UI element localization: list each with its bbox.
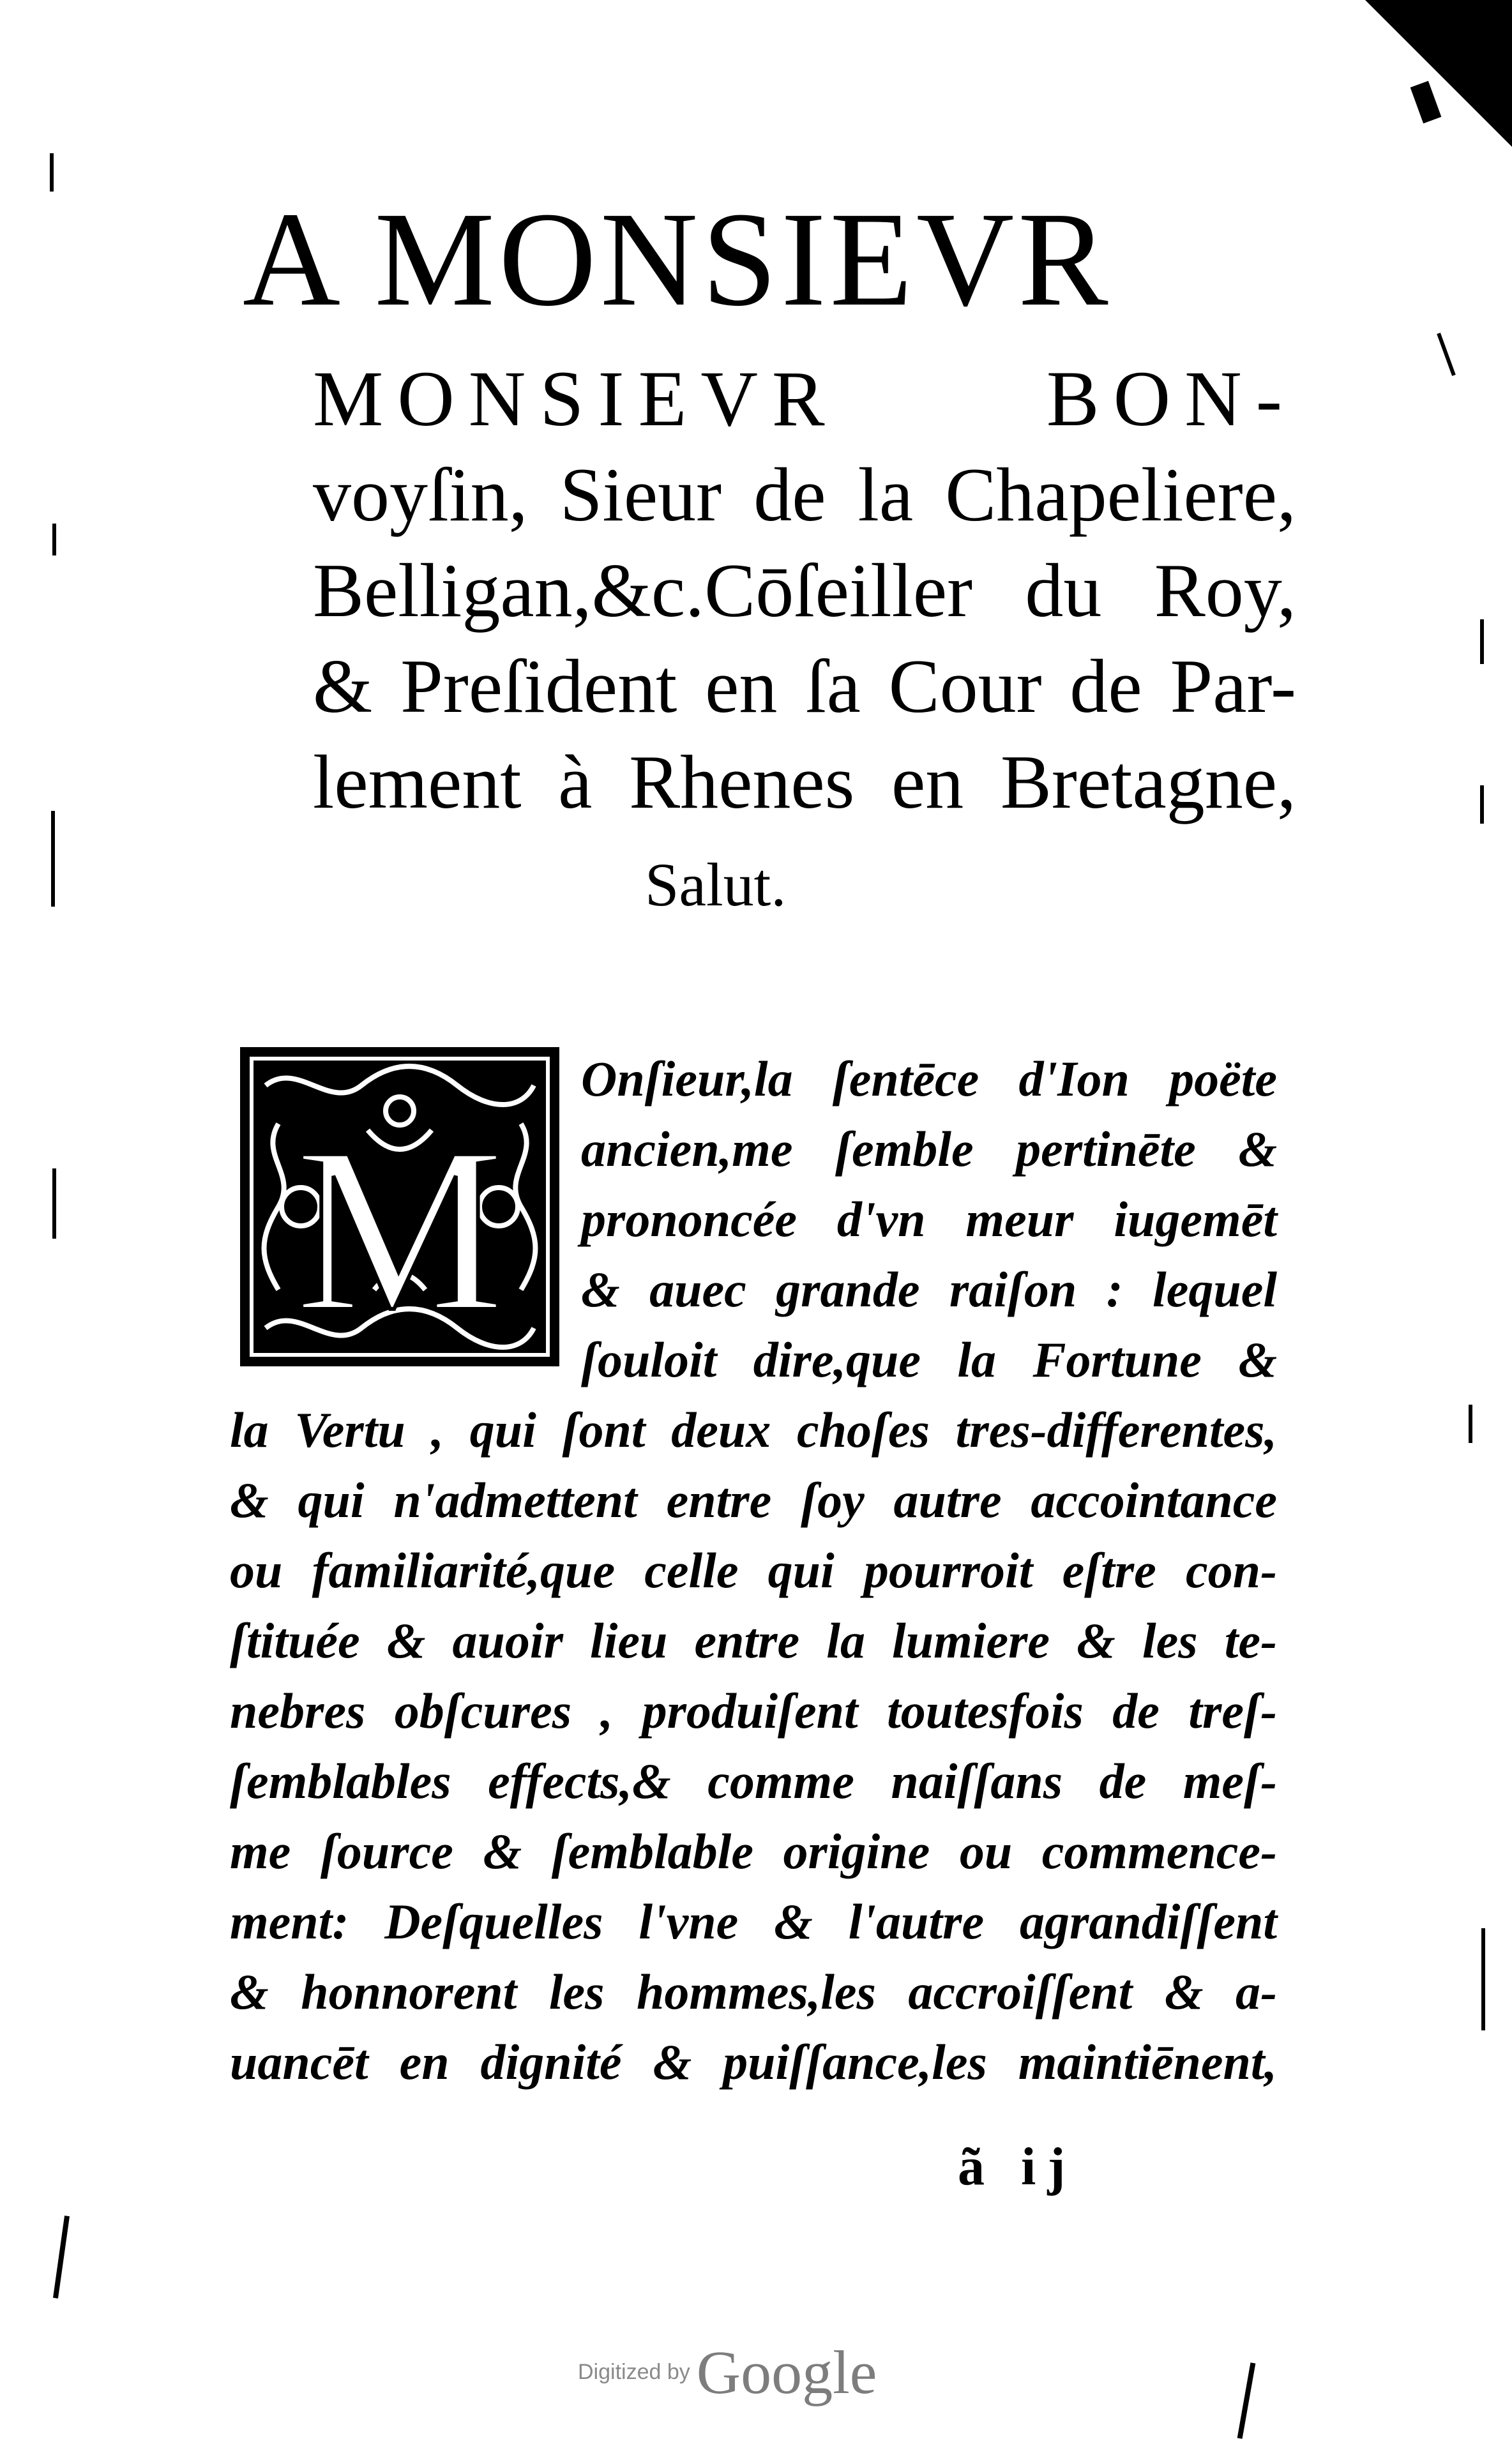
- body-line: la Vertu , qui ſont deux choſes tres-differentes,: [230, 1402, 1277, 1458]
- body-line: nebres obſcures , produiſent toutesfois de treſ-: [230, 1683, 1277, 1739]
- dedication-addressee: [313, 351, 1296, 830]
- body-line: uancēt en dignité & puiſſance,les maintiēnent,: [230, 2034, 1277, 2090]
- initial-letter: M: [294, 1099, 505, 1361]
- body-line: ſouloit dire,que la Fortune &: [581, 1332, 1277, 1387]
- right-edge-mark: [1480, 619, 1484, 664]
- body-line: prononcée d'vn meur iugemēt: [581, 1191, 1277, 1247]
- addressee-line: & Preſident en ſa Cour de Par-: [313, 644, 1296, 729]
- left-edge-mark: [51, 811, 55, 907]
- dedication-heading: A MONSIEVR: [243, 184, 1112, 334]
- addressee-line: MONSIEVR BON-: [313, 355, 1296, 442]
- body-line: & auec grande raiſon : lequel: [581, 1262, 1277, 1317]
- addressee-line: voyſin, Sieur de la Chapeliere,: [313, 452, 1296, 537]
- body-line: ancien,me ſemble pertinēte &: [581, 1121, 1277, 1177]
- left-edge-mark: [53, 2216, 70, 2299]
- right-edge-mark: [1480, 785, 1484, 824]
- google-logo: Google: [696, 2338, 877, 2406]
- signature-mark: ã ij: [958, 2137, 1077, 2196]
- digitized-watermark: [578, 2337, 877, 2408]
- right-edge-mark: [1237, 2362, 1256, 2439]
- body-line: & honnorent les hommes,les accroiſſent & a-: [230, 1964, 1277, 2020]
- right-edge-mark: [1437, 333, 1456, 376]
- addressee-line: Belligan,&c.Cōſeiller du Roy,: [313, 548, 1296, 633]
- left-edge-mark: [50, 153, 54, 192]
- body-line: ſemblables effects,& comme naiſſans de meſ-: [230, 1753, 1277, 1809]
- right-edge-mark: [1481, 1928, 1485, 2030]
- left-edge-mark: [52, 1168, 56, 1239]
- body-line: me ſource & ſemblable origine ou commence-: [230, 1824, 1277, 1879]
- left-edge-mark: [52, 524, 56, 555]
- right-edge-mark: [1469, 1405, 1472, 1443]
- salutation: Salut.: [645, 850, 787, 919]
- addressee-line: lement à Rhenes en Bretagne,: [313, 739, 1296, 824]
- body-line: ment: Deſquelles l'vne & l'autre agrandiſſent: [230, 1894, 1277, 1949]
- dedication-body: [230, 1044, 1277, 2097]
- body-line: ſtituée & auoir lieu entre la lumiere & les te-: [230, 1613, 1277, 1668]
- body-line: & qui n'admettent entre ſoy autre accointance: [230, 1472, 1277, 1528]
- torn-corner: [1365, 0, 1512, 147]
- body-line: ou familiarité,que celle qui pourroit eſtre con-: [230, 1543, 1277, 1598]
- watermark-prefix: Digitized by: [578, 2360, 690, 2384]
- body-line: Onſieur,la ſentēce d'Ion poëte: [581, 1051, 1277, 1106]
